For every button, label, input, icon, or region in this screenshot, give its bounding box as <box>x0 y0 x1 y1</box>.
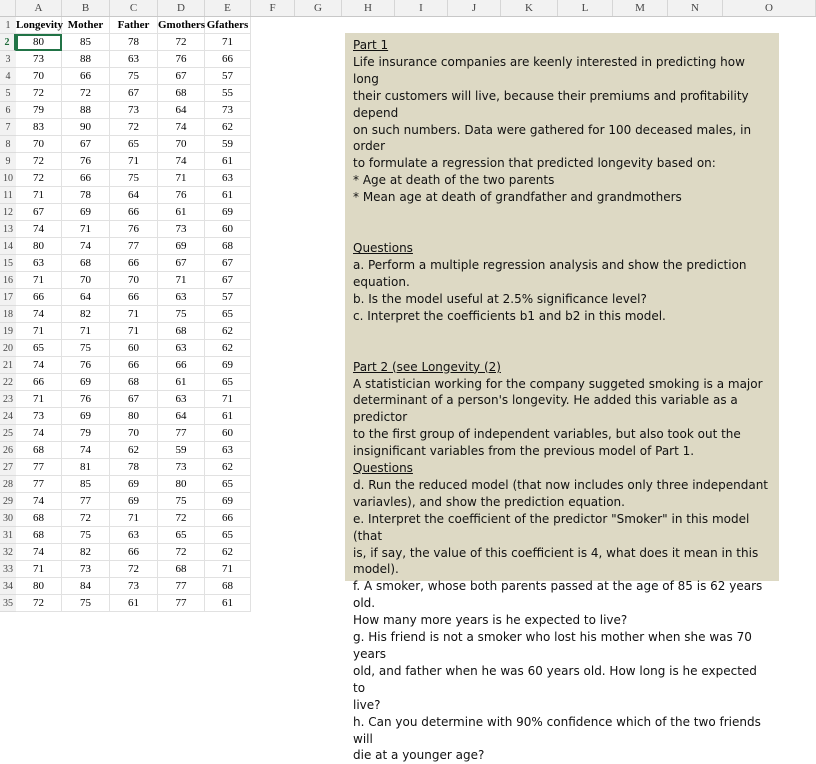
table-cell[interactable]: 80 <box>158 476 205 493</box>
table-cell[interactable]: 62 <box>205 119 251 136</box>
table-cell[interactable]: 76 <box>110 221 158 238</box>
textbox-line: b. Is the model useful at 2.5% significance level? <box>353 291 647 306</box>
textbox-line: Part 2 (see Longevity (2) <box>353 359 501 374</box>
table-cell[interactable]: 75 <box>110 68 158 85</box>
header-cell[interactable]: Mother <box>62 17 110 34</box>
table-cell[interactable]: 80 <box>16 34 62 51</box>
table-cell[interactable]: 65 <box>205 306 251 323</box>
textbox-line: e. Interpret the coefficient of the predictor "Smoker" in this model (that <box>353 511 750 543</box>
textbox-line: Questions <box>353 461 413 476</box>
table-cell[interactable]: 61 <box>205 595 251 612</box>
table-cell[interactable]: 63 <box>158 289 205 306</box>
table-cell[interactable]: 66 <box>110 255 158 272</box>
table-cell[interactable]: 69 <box>205 204 251 221</box>
table-cell[interactable]: 77 <box>16 476 62 493</box>
table-cell[interactable]: 63 <box>16 255 62 272</box>
table-cell[interactable]: 79 <box>62 425 110 442</box>
table-cell[interactable]: 64 <box>158 408 205 425</box>
table-cell[interactable]: 72 <box>16 153 62 170</box>
row-header-24[interactable]: 24 <box>0 408 16 425</box>
row-header-21[interactable]: 21 <box>0 357 16 374</box>
table-cell[interactable]: 75 <box>62 595 110 612</box>
table-cell[interactable]: 80 <box>16 578 62 595</box>
table-cell[interactable]: 75 <box>62 340 110 357</box>
table-cell[interactable]: 74 <box>158 153 205 170</box>
table-cell[interactable]: 73 <box>62 561 110 578</box>
table-cell[interactable]: 72 <box>62 510 110 527</box>
row-header-11[interactable]: 11 <box>0 187 16 204</box>
table-cell[interactable]: 67 <box>16 204 62 221</box>
table-cell[interactable]: 71 <box>110 323 158 340</box>
textbox-line: die at a younger age? <box>353 748 485 763</box>
table-cell[interactable]: 63 <box>205 170 251 187</box>
table-cell[interactable]: 75 <box>158 493 205 510</box>
textbox-line: * Mean age at death of grandfather and grandmothers <box>353 190 682 205</box>
table-cell[interactable]: 71 <box>205 391 251 408</box>
table-cell[interactable]: 77 <box>158 595 205 612</box>
textbox-line: * Age at death of the two parents <box>353 173 555 188</box>
table-cell[interactable]: 80 <box>16 238 62 255</box>
row-header-26[interactable]: 26 <box>0 442 16 459</box>
table-cell[interactable]: 70 <box>158 136 205 153</box>
table-cell[interactable]: 74 <box>158 119 205 136</box>
table-cell[interactable]: 71 <box>110 510 158 527</box>
row-header-5[interactable]: 5 <box>0 85 16 102</box>
table-cell[interactable]: 69 <box>62 204 110 221</box>
textbox-line: Part 1 <box>353 38 389 52</box>
row-header-29[interactable]: 29 <box>0 493 16 510</box>
table-cell[interactable]: 67 <box>110 391 158 408</box>
row-header-10[interactable]: 10 <box>0 170 16 187</box>
table-cell[interactable]: 67 <box>205 272 251 289</box>
table-cell[interactable]: 66 <box>110 204 158 221</box>
table-cell[interactable]: 60 <box>110 340 158 357</box>
textbox-line: determinant of a person's longevity. He added this variable as a predictor <box>353 393 738 425</box>
table-cell[interactable]: 76 <box>158 187 205 204</box>
table-cell[interactable]: 55 <box>205 85 251 102</box>
table-cell[interactable]: 66 <box>158 357 205 374</box>
row-header-14[interactable]: 14 <box>0 238 16 255</box>
table-cell[interactable]: 81 <box>62 459 110 476</box>
table-cell[interactable]: 74 <box>62 442 110 459</box>
row-header-17[interactable]: 17 <box>0 289 16 306</box>
table-cell[interactable]: 77 <box>158 425 205 442</box>
textbox-line: Questions <box>353 241 413 256</box>
table-cell[interactable]: 57 <box>205 68 251 85</box>
table-cell[interactable]: 73 <box>16 408 62 425</box>
row-header-8[interactable]: 8 <box>0 136 16 153</box>
table-cell[interactable]: 74 <box>62 238 110 255</box>
table-cell[interactable]: 88 <box>62 102 110 119</box>
row-header-32[interactable]: 32 <box>0 544 16 561</box>
table-cell[interactable]: 71 <box>16 561 62 578</box>
table-cell[interactable]: 69 <box>110 476 158 493</box>
textbox-line: f. A smoker, whose both parents passed at the age of 85 is 62 years old. <box>353 579 763 611</box>
row-header-35[interactable]: 35 <box>0 595 16 612</box>
table-cell[interactable]: 71 <box>62 221 110 238</box>
table-cell[interactable]: 62 <box>205 459 251 476</box>
row-header-3[interactable]: 3 <box>0 51 16 68</box>
table-cell[interactable]: 72 <box>62 85 110 102</box>
column-header-m[interactable]: M <box>613 0 668 16</box>
table-cell[interactable]: 68 <box>158 85 205 102</box>
table-cell[interactable]: 65 <box>205 374 251 391</box>
table-cell[interactable]: 78 <box>110 459 158 476</box>
table-cell[interactable]: 68 <box>158 323 205 340</box>
column-header-bar <box>0 0 816 17</box>
table-cell[interactable]: 72 <box>16 170 62 187</box>
table-cell[interactable]: 64 <box>62 289 110 306</box>
table-cell[interactable]: 71 <box>16 187 62 204</box>
select-all-corner[interactable] <box>0 0 16 16</box>
table-cell[interactable]: 85 <box>62 34 110 51</box>
table-cell[interactable]: 73 <box>205 102 251 119</box>
row-header-19[interactable]: 19 <box>0 323 16 340</box>
textbox-line: Life insurance companies are keenly interested in predicting how long <box>353 54 745 86</box>
table-cell[interactable]: 72 <box>158 544 205 561</box>
textbox-line: their customers will live, because their premiums and profitability depend <box>353 88 749 120</box>
table-cell[interactable]: 69 <box>110 493 158 510</box>
table-cell[interactable]: 76 <box>158 51 205 68</box>
row-header-34[interactable]: 34 <box>0 578 16 595</box>
table-cell[interactable]: 61 <box>205 408 251 425</box>
row-header-12[interactable]: 12 <box>0 204 16 221</box>
table-cell[interactable]: 78 <box>62 187 110 204</box>
row-header-7[interactable]: 7 <box>0 119 16 136</box>
header-cell[interactable]: Gmothers <box>158 17 205 34</box>
column-header-n[interactable]: N <box>668 0 723 16</box>
table-cell[interactable]: 76 <box>62 357 110 374</box>
table-cell[interactable]: 71 <box>205 34 251 51</box>
table-cell[interactable]: 77 <box>110 238 158 255</box>
table-cell[interactable]: 72 <box>16 595 62 612</box>
column-header-i[interactable]: I <box>395 0 448 16</box>
table-cell[interactable]: 79 <box>16 102 62 119</box>
column-header-f[interactable]: F <box>251 0 295 16</box>
header-cell[interactable]: Longevity <box>16 17 62 34</box>
table-cell[interactable]: 68 <box>205 578 251 595</box>
column-header-c[interactable]: C <box>110 0 158 16</box>
table-cell[interactable]: 59 <box>205 136 251 153</box>
column-header-k[interactable]: K <box>501 0 558 16</box>
table-cell[interactable]: 76 <box>62 391 110 408</box>
table-cell[interactable]: 63 <box>158 340 205 357</box>
table-cell[interactable]: 75 <box>158 306 205 323</box>
row-header-2[interactable]: 2 <box>0 34 16 51</box>
table-cell[interactable]: 68 <box>205 238 251 255</box>
table-cell[interactable]: 71 <box>205 561 251 578</box>
table-cell[interactable]: 62 <box>205 544 251 561</box>
table-cell[interactable]: 73 <box>110 578 158 595</box>
table-cell[interactable]: 85 <box>62 476 110 493</box>
table-cell[interactable]: 74 <box>16 544 62 561</box>
textbox-line: c. Interpret the coefficients b1 and b2 in this model. <box>353 308 666 323</box>
table-cell[interactable]: 72 <box>158 510 205 527</box>
table-cell[interactable]: 73 <box>158 221 205 238</box>
table-cell[interactable]: 70 <box>110 272 158 289</box>
table-cell[interactable]: 74 <box>16 306 62 323</box>
column-header-g[interactable]: G <box>295 0 342 16</box>
table-cell[interactable]: 69 <box>62 408 110 425</box>
table-cell[interactable]: 83 <box>16 119 62 136</box>
textbox-line: on such numbers. Data were gathered for 100 deceased males, in order <box>353 122 752 154</box>
column-header-a[interactable]: A <box>16 0 62 16</box>
row-header-13[interactable]: 13 <box>0 221 16 238</box>
table-cell[interactable]: 72 <box>16 85 62 102</box>
textbox-blank-line <box>353 342 771 359</box>
table-cell[interactable]: 66 <box>110 544 158 561</box>
table-cell[interactable]: 70 <box>16 68 62 85</box>
table-cell[interactable]: 65 <box>205 476 251 493</box>
textbox-line: insignificant variables from the previous model of Part 1. <box>353 444 695 459</box>
table-cell[interactable]: 77 <box>16 459 62 476</box>
table-cell[interactable]: 66 <box>16 374 62 391</box>
table-cell[interactable]: 68 <box>158 561 205 578</box>
table-cell[interactable]: 65 <box>110 136 158 153</box>
table-cell[interactable]: 70 <box>110 425 158 442</box>
table-cell[interactable]: 65 <box>16 340 62 357</box>
row-header-column <box>0 17 16 612</box>
table-cell[interactable]: 77 <box>158 578 205 595</box>
table-cell[interactable]: 62 <box>205 340 251 357</box>
table-cell[interactable]: 72 <box>158 34 205 51</box>
table-cell[interactable]: 76 <box>62 153 110 170</box>
textbox-line: live? <box>353 697 381 712</box>
table-cell[interactable]: 61 <box>205 187 251 204</box>
table-cell[interactable]: 63 <box>110 527 158 544</box>
row-header-33[interactable]: 33 <box>0 561 16 578</box>
table-cell[interactable]: 59 <box>158 442 205 459</box>
column-header-e[interactable]: E <box>205 0 251 16</box>
table-cell[interactable]: 67 <box>158 255 205 272</box>
row-header-28[interactable]: 28 <box>0 476 16 493</box>
textbox-line: to the first group of independent variables, but also took out the <box>353 427 741 442</box>
table-cell[interactable]: 64 <box>110 187 158 204</box>
textbox-blank-line <box>353 325 771 342</box>
table-cell[interactable]: 61 <box>205 153 251 170</box>
table-cell[interactable]: 82 <box>62 306 110 323</box>
table-cell[interactable]: 66 <box>110 357 158 374</box>
table-cell[interactable]: 67 <box>110 85 158 102</box>
table-cell[interactable]: 71 <box>16 391 62 408</box>
table-cell[interactable]: 71 <box>16 272 62 289</box>
table-cell[interactable]: 90 <box>62 119 110 136</box>
row-header-22[interactable]: 22 <box>0 374 16 391</box>
column-header-h[interactable]: H <box>342 0 395 16</box>
table-cell[interactable]: 74 <box>16 493 62 510</box>
column-header-j[interactable]: J <box>448 0 501 16</box>
table-cell[interactable]: 63 <box>110 51 158 68</box>
table-cell[interactable]: 71 <box>158 170 205 187</box>
table-cell[interactable]: 73 <box>110 102 158 119</box>
table-cell[interactable]: 57 <box>205 289 251 306</box>
table-cell[interactable]: 66 <box>62 170 110 187</box>
table-cell[interactable]: 68 <box>16 442 62 459</box>
textbox-line: model). <box>353 562 399 577</box>
table-cell[interactable]: 70 <box>62 272 110 289</box>
table-cell[interactable]: 74 <box>16 425 62 442</box>
table-cell[interactable]: 61 <box>110 595 158 612</box>
table-cell[interactable]: 60 <box>205 221 251 238</box>
row-header-6[interactable]: 6 <box>0 102 16 119</box>
table-cell[interactable]: 60 <box>205 425 251 442</box>
row-header-25[interactable]: 25 <box>0 425 16 442</box>
table-cell[interactable]: 62 <box>110 442 158 459</box>
row-header-15[interactable]: 15 <box>0 255 16 272</box>
table-cell[interactable]: 73 <box>158 459 205 476</box>
table-cell[interactable]: 61 <box>158 374 205 391</box>
column-header-b[interactable]: B <box>62 0 110 16</box>
table-cell[interactable]: 69 <box>205 357 251 374</box>
textbox-blank-line <box>353 223 771 240</box>
textbox-line: equation. <box>353 274 410 289</box>
header-cell[interactable]: Gfathers <box>205 17 251 34</box>
table-cell[interactable]: 82 <box>62 544 110 561</box>
textbox-line: variavles), and show the prediction equation. <box>353 494 625 509</box>
table-cell[interactable]: 69 <box>205 493 251 510</box>
row-header-1[interactable]: 1 <box>0 17 16 34</box>
table-cell[interactable]: 68 <box>110 374 158 391</box>
textbox-line: d. Run the reduced model (that now includes only three independant <box>353 477 769 492</box>
table-cell[interactable]: 66 <box>16 289 62 306</box>
textbox-line: a. Perform a multiple regression analysis and show the prediction <box>353 257 747 272</box>
textbox-line: is, if say, the value of this coefficient is 4, what does it mean in this <box>353 545 759 560</box>
table-cell[interactable]: 64 <box>158 102 205 119</box>
table-cell[interactable]: 72 <box>110 561 158 578</box>
textbox-line: A statistician working for the company suggeted smoking is a major <box>353 376 763 391</box>
table-cell[interactable]: 68 <box>16 527 62 544</box>
row-header-18[interactable]: 18 <box>0 306 16 323</box>
table-cell[interactable]: 88 <box>62 51 110 68</box>
table-cell[interactable]: 63 <box>158 391 205 408</box>
table-cell[interactable]: 66 <box>62 68 110 85</box>
table-cell[interactable]: 66 <box>205 51 251 68</box>
question-text-box[interactable] <box>345 33 779 763</box>
table-cell[interactable]: 75 <box>110 170 158 187</box>
column-header-l[interactable]: L <box>558 0 613 16</box>
table-cell[interactable]: 71 <box>62 323 110 340</box>
column-header-o[interactable]: O <box>723 0 816 16</box>
table-cell[interactable]: 71 <box>110 153 158 170</box>
table-cell[interactable]: 74 <box>16 221 62 238</box>
table-cell[interactable]: 66 <box>205 510 251 527</box>
textbox-line: to formulate a regression that predicted longevity based on: <box>353 156 716 171</box>
row-header-16[interactable]: 16 <box>0 272 16 289</box>
table-cell[interactable]: 70 <box>16 136 62 153</box>
table-cell[interactable]: 78 <box>110 34 158 51</box>
column-header-d[interactable]: D <box>158 0 205 16</box>
table-cell[interactable]: 68 <box>62 255 110 272</box>
table-cell[interactable]: 77 <box>62 493 110 510</box>
row-header-30[interactable]: 30 <box>0 510 16 527</box>
row-header-20[interactable]: 20 <box>0 340 16 357</box>
table-cell[interactable]: 62 <box>205 323 251 340</box>
table-cell[interactable]: 69 <box>62 374 110 391</box>
table-cell[interactable]: 75 <box>62 527 110 544</box>
table-cell[interactable]: 72 <box>110 119 158 136</box>
table-cell[interactable]: 65 <box>158 527 205 544</box>
textbox-line: h. Can you determine with 90% confidence which of the two friends will <box>353 714 761 746</box>
table-cell[interactable]: 63 <box>205 442 251 459</box>
row-header-4[interactable]: 4 <box>0 68 16 85</box>
textbox-line: old, and father when he was 60 years old. How long is he expected to <box>353 663 757 695</box>
textbox-line: How many more years is he expected to live? <box>353 613 628 628</box>
table-cell[interactable]: 69 <box>158 238 205 255</box>
table-cell[interactable]: 80 <box>110 408 158 425</box>
table-cell[interactable]: 71 <box>110 306 158 323</box>
table-cell[interactable]: 74 <box>16 357 62 374</box>
table-cell[interactable]: 67 <box>205 255 251 272</box>
table-cell[interactable]: 73 <box>16 51 62 68</box>
table-cell[interactable]: 67 <box>62 136 110 153</box>
table-cell[interactable]: 71 <box>16 323 62 340</box>
table-cell[interactable]: 65 <box>205 527 251 544</box>
row-header-27[interactable]: 27 <box>0 459 16 476</box>
textbox-line: g. His friend is not a smoker who lost his mother when she was 70 years <box>353 630 752 661</box>
row-header-23[interactable]: 23 <box>0 391 16 408</box>
table-cell[interactable]: 71 <box>158 272 205 289</box>
header-cell[interactable]: Father <box>110 17 158 34</box>
table-cell[interactable]: 68 <box>16 510 62 527</box>
table-cell[interactable]: 61 <box>158 204 205 221</box>
textbox-blank-line <box>353 206 771 223</box>
row-header-9[interactable]: 9 <box>0 153 16 170</box>
table-cell[interactable]: 66 <box>110 289 158 306</box>
row-header-31[interactable]: 31 <box>0 527 16 544</box>
table-cell[interactable]: 67 <box>158 68 205 85</box>
table-cell[interactable]: 84 <box>62 578 110 595</box>
